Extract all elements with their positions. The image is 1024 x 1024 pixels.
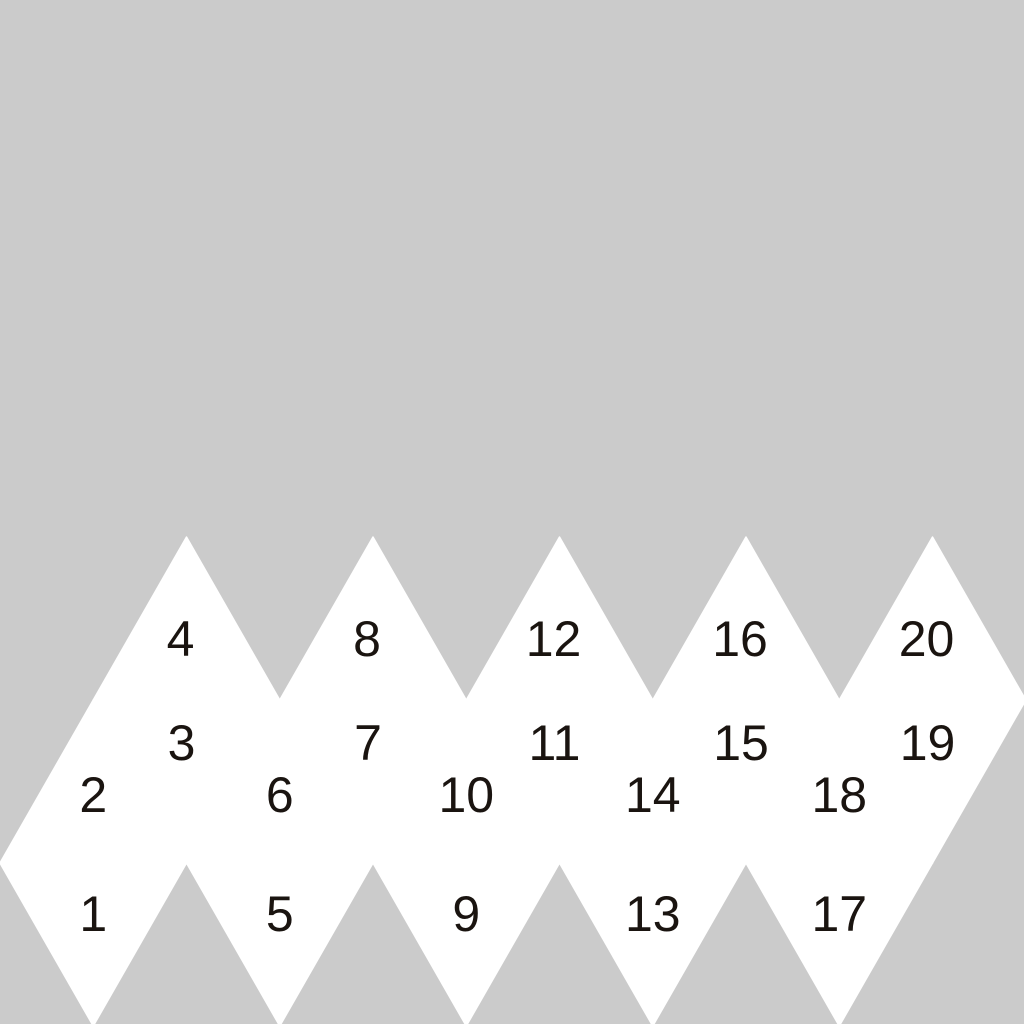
face-number-14: 14 xyxy=(624,767,681,824)
face-number-2: 2 xyxy=(79,767,108,824)
face-number-13: 13 xyxy=(624,886,681,943)
face-number-5: 5 xyxy=(265,886,294,943)
face-number-10: 10 xyxy=(438,767,495,824)
face-number-7: 7 xyxy=(354,715,382,772)
face-number-9: 9 xyxy=(452,886,481,943)
face-number-1: 1 xyxy=(79,886,108,943)
face-number-4: 4 xyxy=(166,611,195,668)
face-number-15: 15 xyxy=(713,715,769,772)
face-number-17: 17 xyxy=(811,886,868,943)
face-number-19: 19 xyxy=(899,715,956,772)
face-number-6: 6 xyxy=(265,767,294,824)
face-number-18: 18 xyxy=(811,767,868,824)
face-number-8: 8 xyxy=(353,611,381,668)
face-number-20: 20 xyxy=(898,611,955,668)
face-number-11: 11 xyxy=(528,715,581,772)
face-number-16: 16 xyxy=(712,611,768,668)
face-number-3: 3 xyxy=(167,715,196,772)
face-number-12: 12 xyxy=(525,611,582,668)
